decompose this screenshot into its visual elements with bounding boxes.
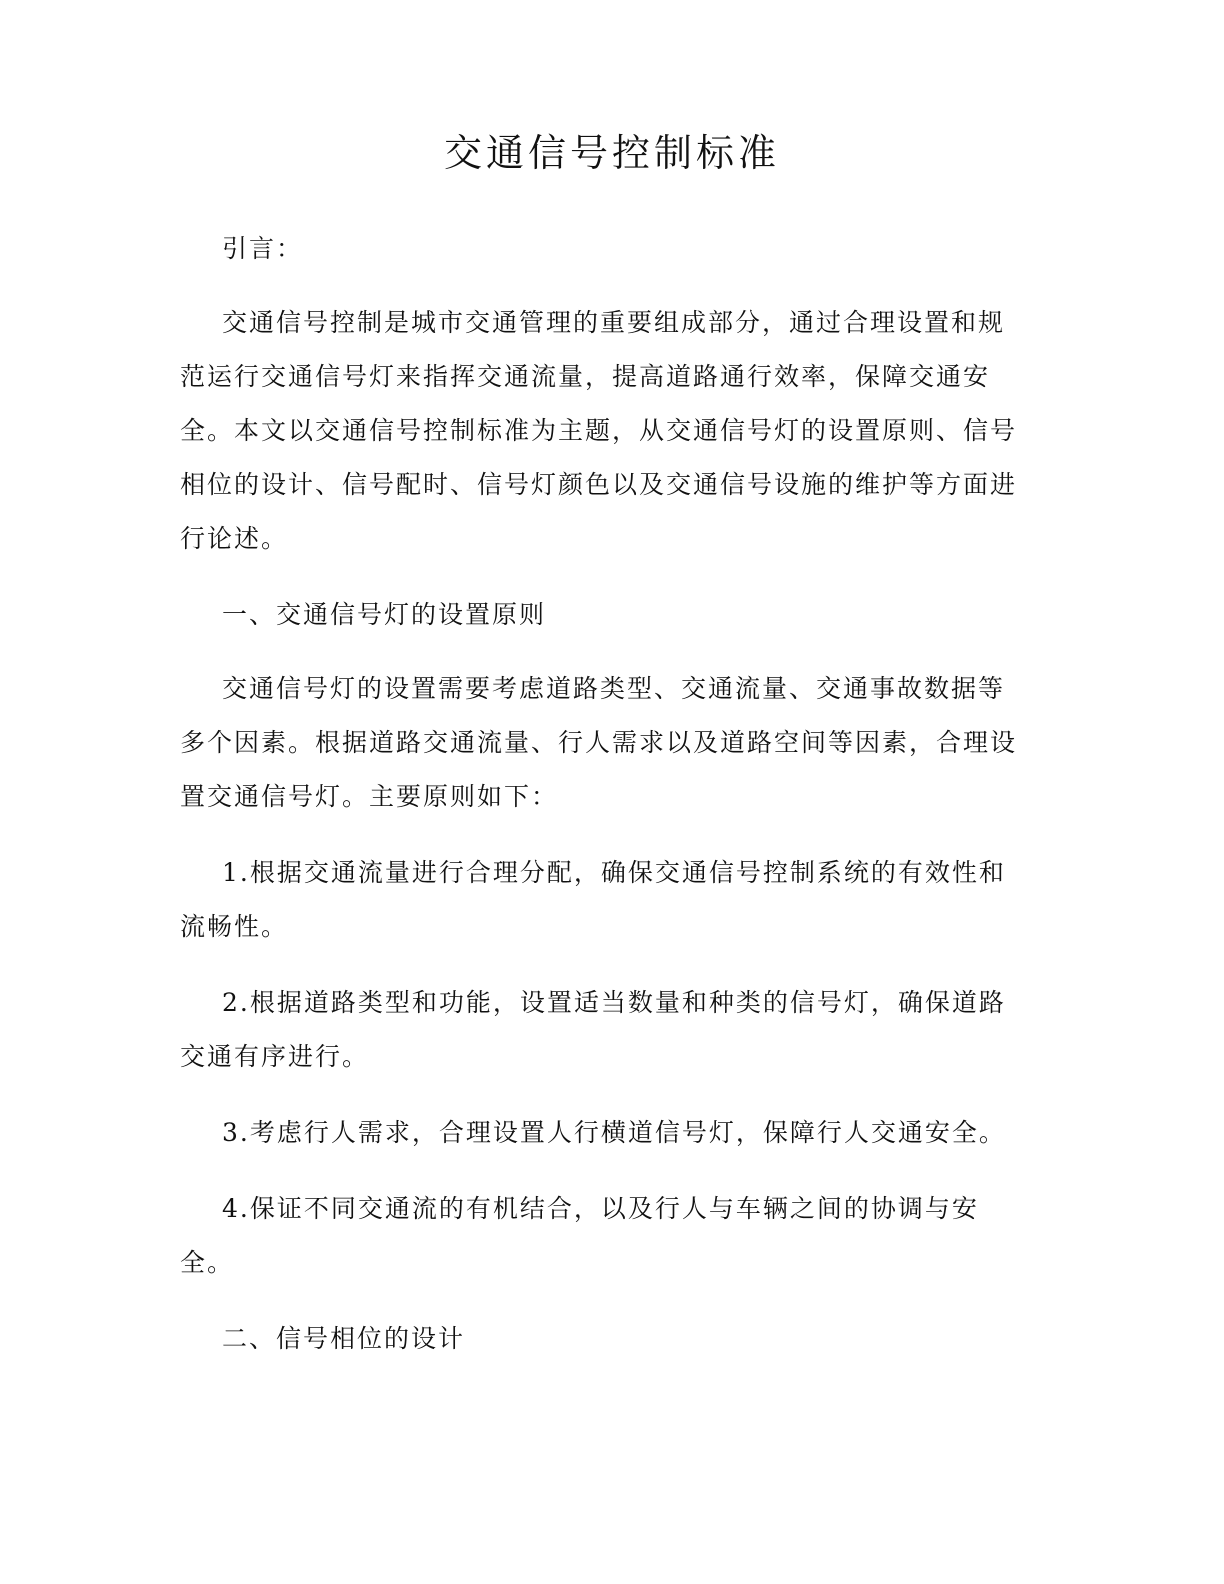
principle-item-4: 4.保证不同交通流的有机结合，以及行人与车辆之间的协调与安全。 bbox=[180, 1194, 979, 1277]
intro-paragraph: 交通信号控制是城市交通管理的重要组成部分，通过合理设置和规范运行交通信号灯来指挥交通流量，提高道路通行效率，保障交通安全。本文以交通信号控制标准为主题，从交通信号灯的设置原则、信号相位的设计、信号配时、信号灯颜色以及交通信号设施的维护等方面进行论述。 bbox=[180, 308, 1018, 553]
section-heading-1: 一、交通信号灯的设置原则 bbox=[222, 600, 547, 629]
intro-heading: 引言： bbox=[222, 234, 304, 263]
document-body bbox=[180, 222, 1030, 1386]
principle-item-2: 2.根据道路类型和功能，设置适当数量和种类的信号灯，确保道路交通有序进行。 bbox=[180, 988, 1006, 1071]
section-heading-2: 二、信号相位的设计 bbox=[222, 1324, 466, 1353]
principle-item-3: 3.考虑行人需求，合理设置人行横道信号灯，保障行人交通安全。 bbox=[222, 1118, 1006, 1147]
section-paragraph-1: 交通信号灯的设置需要考虑道路类型、交通流量、交通事故数据等多个因素。根据道路交通流量、行人需求以及道路空间等因素，合理设置交通信号灯。主要原则如下： bbox=[180, 674, 1018, 811]
document-title: 交通信号控制标准 bbox=[443, 131, 780, 175]
principle-item-1: 1.根据交通流量进行合理分配，确保交通信号控制系统的有效性和流畅性。 bbox=[180, 858, 1006, 941]
